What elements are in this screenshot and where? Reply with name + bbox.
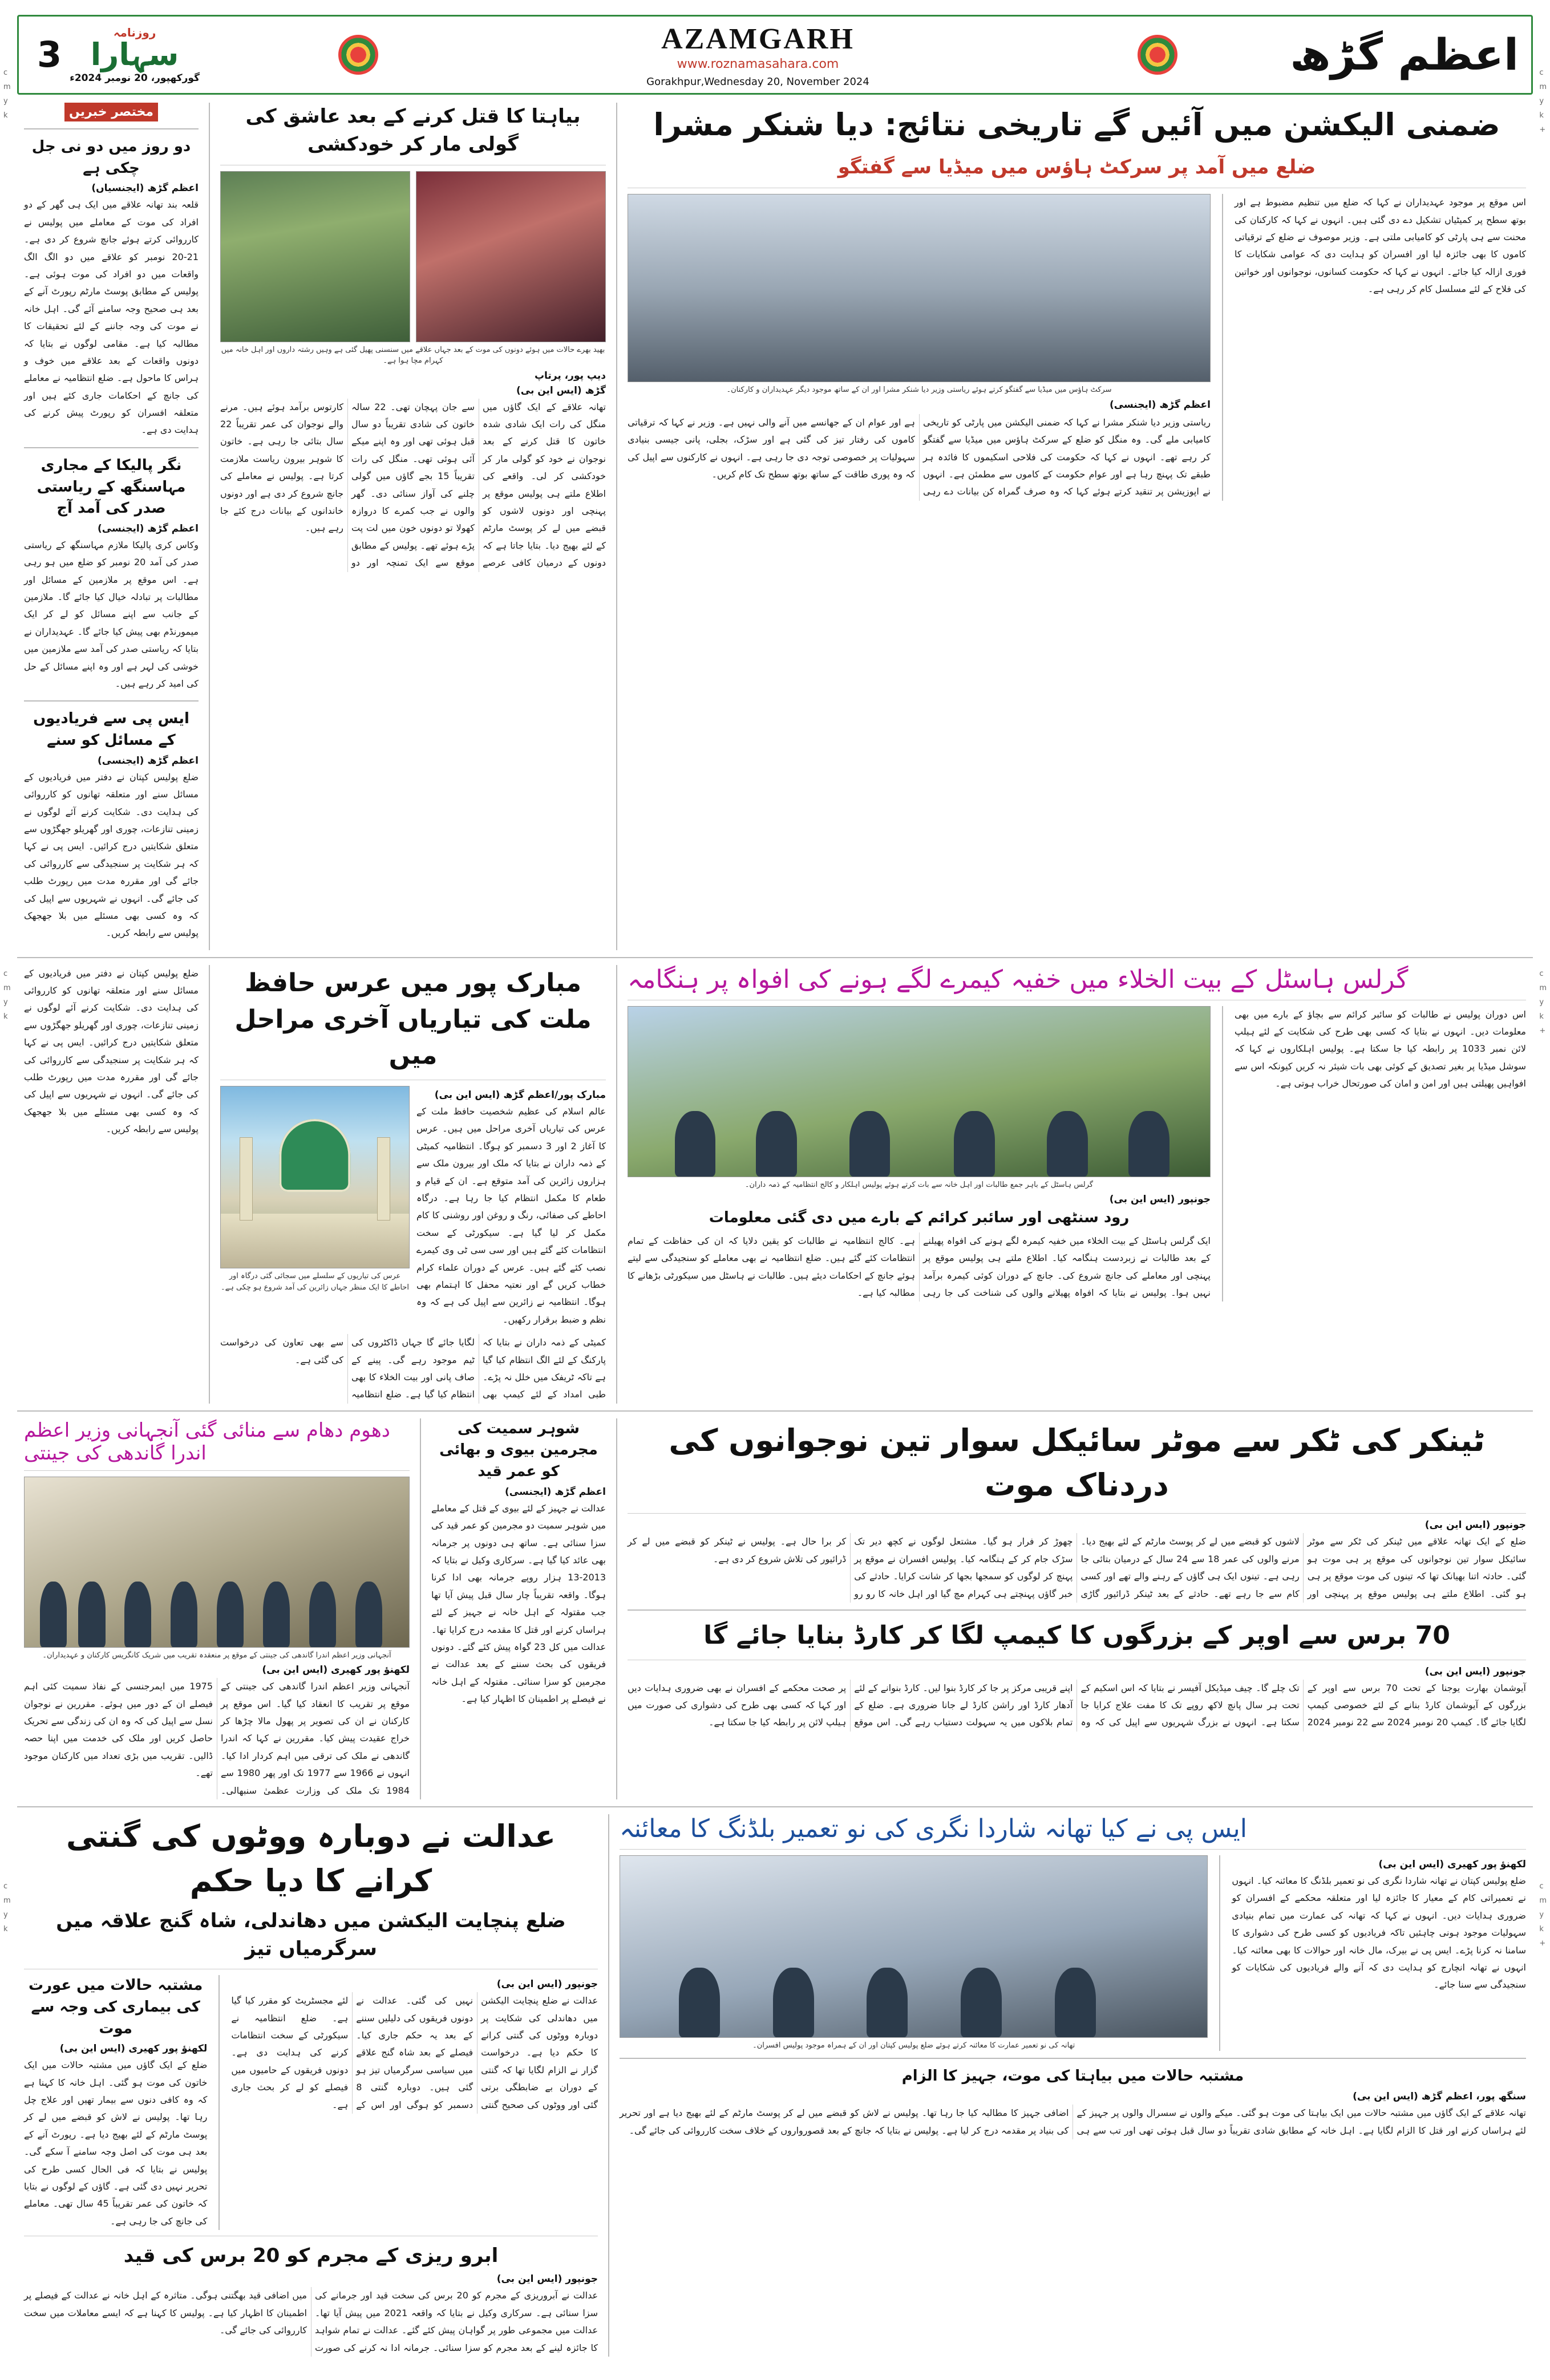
mubarakpur-photo-block	[220, 1086, 410, 1328]
suicide-story	[213, 103, 613, 950]
paper-title-english: AZAMGARH	[661, 22, 855, 55]
election-side-block	[1235, 194, 1526, 500]
logo-top-text: روزنامہ	[113, 26, 156, 39]
suicide-photo-male	[220, 171, 410, 342]
brief-byline-3: اعظم گڑھ (ایجنسی)	[97, 755, 199, 767]
suicide-byline: گڑھ (ایس این بی)	[516, 384, 606, 396]
left-continued-column	[17, 965, 205, 1404]
register-marks-left-mid: c m y k	[3, 970, 11, 1021]
stats-text	[24, 2242, 598, 2357]
mubarakpur-body: عالم اسلام کی عظیم شخصیت حافظ ملت کے عرس کی تیاریاں آخری مراحل میں ہیں۔ عرس کا آغاز 2 اور 3 دسمبر کو ہوگا۔ انتظامیہ کمیٹی کے ذمہ داران نے بتایا کہ ملک اور بیرون ملک سے ہزاروں زائرین کی آمد متوقع ہے۔ ان کے قیام و طعام کا مکمل انتظام کیا جا رہا ہے۔ درگاہ احاطے کی صفائی، رنگ و روغن اور روشنی کا کام مکمل کر لیا گیا ہے۔ سیکورٹی کے سخت انتظامات کئے گئے ہیں اور سی سی ٹی وی کیمرے نصب کئے گئے ہیں۔ عرس کے دوران علماء کرام خطاب کریں گے اور نعتیہ محفل کا اہتمام بھی ہوگا۔ انتظامیہ نے زائرین سے اپیل کی ہے کہ وہ نظم و ضبط برقرار رکھیں۔	[416, 1106, 606, 1325]
top-section	[17, 103, 1533, 950]
flower-ornament-right	[1138, 35, 1177, 75]
stats-headline: ابرو ریزی کے مجرم کو 20 برس کی قید	[123, 2244, 499, 2268]
elderly-camp-byline: جونپور (ایس این بی)	[1424, 1665, 1526, 1677]
second-section	[17, 965, 1533, 1404]
recount-body: عدالت نے ضلع پنچایت الیکشن میں دھاندلی کی شکایت پر دوبارہ ووٹوں کی گنتی کرانے کا حکم دیا ہے۔ درخواست گزار نے الزام لگایا تھا کہ گنتی کے دوران بے ضابطگی برتی گئی اور ووٹوں کی صحیح گنتی نہیں کی گئی۔ عدالت نے دونوں فریقوں کی دلیلیں سننے کے بعد یہ حکم جاری کیا۔ فیصلے کے بعد شاہ گنج علاقے میں سیاسی سرگرمیاں تیز ہو گئی ہیں۔ دوبارہ گنتی 8 دسمبر کو ہوگی اور اس کے لئے مجسٹریٹ کو مقرر کیا گیا ہے۔ ضلع انتظامیہ نے سیکورٹی کے سخت انتظامات کرنے کی ہدایت دی ہے۔ دونوں فریقوں کے حامیوں میں فیصلے کو لے کر بحث جاری ہے۔	[231, 1995, 598, 2110]
mubarakpur-photo	[220, 1086, 410, 1268]
brief-body-2: وکاس کری پالیکا ملازم مہاسنگھ کے ریاستی صدر کی آمد 20 نومبر کو ضلع میں ہو رہی ہے۔ اس موقع پر ملازمین کے مسائل اور مطالبات پر تبادلہ خیال کیا جائے گا۔ ملازمین کے جانب سے اپنے مسائل کو لے کر ایک میمورنڈم بھی پیش کیا جائے گا۔ عہدیداران نے بتایا کہ ریاستی صدر کی آمد سے ملازمین میں خوشی کی لہر ہے اور وہ اپنے مسائل کے حل کی امید کر رہے ہیں۔	[24, 539, 199, 690]
hostel-photo-caption: گرلس ہاسٹل کے باہر جمع طالبات اور اہل خانہ سے بات کرتے ہوئے پولیس اہلکار و کالج انتظامیہ کے ذمہ داران۔	[744, 1180, 1094, 1189]
tanker-and-camp	[621, 1418, 1533, 1799]
election-left-block	[628, 194, 1211, 500]
sp-inspection-story	[613, 1814, 1533, 2357]
mubarakpur-content	[220, 1086, 606, 1328]
tanker-headline: ٹینکر کی ٹکر سے موٹر سائیکل سوار تین نوجوانوں کی دردناک موت	[669, 1422, 1485, 1503]
mubarakpur-headline: مبارک پور میں عرس حافظ ملت کی تیاریاں آخری مراحل میں	[234, 968, 592, 1071]
paper-website-url[interactable]: www.roznamasahara.com	[677, 56, 839, 71]
register-marks-right-bottom: c m y k +	[1539, 1882, 1547, 1948]
gandhi-body: آنجہانی وزیر اعظم اندرا گاندھی کی جینتی کے موقع پر تقریب کا انعقاد کیا گیا۔ اس موقع پر کارکنان نے ان کی تصویر پر پھول مالا چڑھا کر خراج عقیدت پیش کیا۔ مقررین نے کہا کہ اندرا گاندھی نے ملک کی ترقی میں اہم کردار ادا کیا۔ انہوں نے 1966 سے 1977 تک اور پھر 1980 سے 1984 تک ملک کی وزارت عظمیٰ سنبھالی۔ 1975 میں ایمرجنسی کے نفاذ سمیت کئی اہم فیصلے ان کے دور میں ہوئے۔ مقررین نے نوجوان نسل سے اپیل کی کہ وہ ان کی زندگی سے تحریک حاصل کریں اور ملک کی خدمت میں اپنا حصہ ڈالیں۔ تقریب میں بڑی تعداد میں کارکنان موجود تھے۔	[24, 1681, 410, 1796]
edition-title-urdu: اعظم گڑھ	[1290, 29, 1519, 80]
sp-inspection-photo-caption: تھانہ کی نو تعمیر عمارت کا معائنہ کرتے ہوئے ضلع پولیس کپتان اور ان کے ہمراہ موجود پولیس افسران۔	[752, 2041, 1075, 2050]
masthead-left	[19, 17, 338, 93]
hostel-content	[628, 1006, 1526, 1302]
masthead-right	[1177, 17, 1531, 93]
election-body: ریاستی وزیر دیا شنکر مشرا نے کہا کہ ضمنی الیکشن میں پارٹی کو تاریخی کامیابی ملے گی۔ وہ منگل کو ضلع کے سرکٹ ہاؤس میں میڈیا سے گفتگو کر رہے تھے۔ انہوں نے کہا کہ حکومت کی فلاحی اسکیموں کا فائدہ ہر طبقے تک پہنچ رہا ہے اور عوام حکومت کے کاموں سے مطمئن ہے۔ انہوں نے اپوزیشن پر تنقید کرتے ہوئے کہا کہ وہ صرف گمراہ کن بیانات دے رہی ہے اور عوام ان کے جھانسے میں آنے والی نہیں ہے۔ وزیر نے کہا کہ ترقیاتی کاموں کی رفتار تیز کی گئی ہے اور سڑک، بجلی، پانی جیسی بنیادی سہولیات پر خصوصی توجہ دی جا رہی ہے۔ انہوں نے کارکنوں سے اپیل کی کہ وہ پوری طاقت کے ساتھ بوتھ سطح تک کام کریں۔	[628, 416, 1211, 497]
flower-ornament-left	[338, 35, 378, 75]
hostel-photo	[628, 1006, 1211, 1177]
illness-headline: مشتبہ حالات میں عورت کی بیماری کی وجہ سے موت	[28, 1977, 203, 2037]
suicide-headline: بیاہتا کا قتل کرنے کے بعد عاشق کی گولی مار کر خودکشی	[245, 105, 581, 156]
hostel-headline: گرلس ہاسٹل کے بیت الخلاء میں خفیہ کیمرے لگے ہونے کی افواہ پر ہنگامہ	[628, 964, 1409, 994]
paper-logo	[70, 26, 200, 84]
sp-inspection-headline: ایس پی نے کیا تھانہ شاردا نگری کی نو تعمیر بلڈنگ کا معائنہ	[620, 1814, 1247, 1843]
brief-headline-2: نگر پالیکا کے مجاری مہاسنگھ کے ریاستی صدر کی آمد آج	[37, 456, 186, 517]
recount-headline: عدالت نے دوبارہ ووٹوں کی گنتی کرانے کا دیا حکم	[66, 1818, 556, 1899]
hostel-byline: جونپور (ایس این بی)	[1109, 1194, 1211, 1206]
brief-news-column	[17, 103, 205, 950]
sp-inspection-byline: لکھنؤ پور کھیری (ایس این بی)	[1378, 1858, 1526, 1870]
gandhi-photo-caption: آنجہانی وزیر اعظم اندرا گاندھی کی جینتی کے موقع پر منعقدہ تقریب میں شریک کانگریس کارکنان و عہدیداران۔	[42, 1651, 391, 1660]
third-section	[17, 1418, 1533, 1799]
brief-body-1: قلعہ بند تھانہ علاقے میں ایک ہی گھر کے دو افراد کی موت کے معاملے میں پولیس نے کارروائی کرتے ہوئے جانچ شروع کر دی ہے۔ 21-20 نومبر کو علاقے میں دو الگ الگ واقعات میں دو افراد کی موت ہوئی ہے۔ پولیس کے مطابق پوسٹ مارٹم رپورٹ آنے کے بعد ہی صحیح وجہ سامنے آئے گی۔ اہل خانہ نے موت کی وجہ جاننے کے لئے تحقیقات کا مطالبہ کیا ہے۔ مقامی لوگوں نے بتایا کہ دونوں واقعات کے بعد علاقے میں خوف و ہراس کا ماحول ہے۔ ضلع انتظامیہ نے معاملے کی جانچ کے احکامات جاری کئے ہیں اور متعلقہ افسران کو رپورٹ پیش کرنے کی ہدایت دی ہے۔	[24, 199, 199, 436]
hostel-side-block	[1235, 1006, 1526, 1302]
hostel-story	[621, 965, 1533, 1404]
page-number: 3	[37, 34, 62, 75]
brief-headline-3: ایس پی سے فریادیوں کے مسائل کو سنے	[33, 710, 189, 749]
election-photo-caption: سرکٹ ہاؤس میں میڈیا سے گفتگو کرتے ہوئے ریاستی وزیر دیا شنکر مشرا اور ان کے ساتھ موجود دیگر عہدیداران و کارکنان۔	[726, 386, 1112, 395]
recount-content	[24, 1975, 598, 2230]
suicide-body: تھانہ علاقے کے ایک گاؤں میں منگل کی رات ایک شادی شدہ خاتون کا قتل کرنے کے بعد نوجوان نے خود کو گولی مار کر خودکشی کر لی۔ واقعے کی اطلاع ملتے ہی پولیس موقع پر پہنچی اور دونوں لاشوں کو قبضے میں لے کر پوسٹ مارٹم کے لئے بھیج دیا۔ بتایا جاتا ہے کہ دونوں کے درمیان کافی عرصے سے جان پہچان تھی۔ 22 سالہ خاتون کی شادی تقریباً دو سال قبل ہوئی تھی اور وہ اپنے میکے آئی ہوئی تھی۔ منگل کی رات تقریباً 15 بجے گاؤں میں گولی چلنے کی آواز سنائی دی۔ گھر والوں نے جب کمرے کا دروازہ کھولا تو دونوں خون میں لت پت پڑے ہوئے تھے۔ پولیس کے مطابق موقع سے ایک تمنچہ اور دو کارتوس برآمد ہوئے ہیں۔ مرنے والے نوجوان کی عمر تقریباً 22 سال بتائی جا رہی ہے۔ خاتون کا شوہر بیرون ریاست ملازمت کرتا ہے۔ پولیس نے معاملے کی جانچ شروع کر دی ہے اور دونوں خاندانوں کے بیانات درج کئے جا رہے ہیں۔	[220, 401, 606, 569]
stats-block	[24, 2242, 598, 2357]
mubarakpur-photo-caption: عرس کی تیاریوں کے سلسلے میں سجائی گئی درگاہ اور احاطے کا ایک منظر جہاں زائرین کی آمد شروع ہو چکی ہے۔	[221, 1272, 409, 1292]
elderly-camp-body: آیوشمان بھارت یوجنا کے تحت 70 برس سے اوپر کے بزرگوں کے آیوشمان کارڈ بنانے کے لئے خصوصی کیمپ لگایا جائے گا۔ کیمپ 20 نومبر 2024 سے 22 نومبر 2024 تک چلے گا۔ چیف میڈیکل آفیسر نے بتایا کہ اس اسکیم کے تحت ہر سال پانچ لاکھ روپے تک کا مفت علاج کرایا جا سکتا ہے۔ انہوں نے بزرگ شہریوں سے اپیل کی کہ وہ اپنے قریبی مرکز پر جا کر کارڈ بنوا لیں۔ کارڈ بنوانے کے لئے آدھار کارڈ اور راشن کارڈ لے جانا ضروری ہے۔ ضلع کے تمام بلاکوں میں یہ سہولت دستیاب رہے گی۔ اس موقع پر صحت محکمے کے افسران نے بھی ضروری ہدایات دیں اور کہا کہ کسی بھی طرح کی دشواری کی صورت میں ہیلپ لائن پر رابطہ کیا جا سکتا ہے۔	[628, 1682, 1527, 1728]
hostel-left-block	[628, 1006, 1211, 1302]
murder-allegation-byline: سنگھ پور، اعظم گڑھ (ایس این بی)	[1353, 2091, 1526, 2103]
tanker-byline: جونپور (ایس این بی)	[1424, 1519, 1526, 1531]
gandhi-story	[17, 1418, 416, 1799]
sp-inspection-photo	[620, 1855, 1208, 2038]
suicide-photos	[220, 171, 606, 342]
logo-main-text: سہارا	[90, 37, 179, 72]
election-subhead: ضلع میں آمد پر سرکٹ ہاؤس میں میڈیا سے گفتگو	[837, 156, 1316, 179]
register-marks-left-bottom: c m y k	[3, 1882, 11, 1933]
brief-badge-wrap	[24, 103, 199, 121]
mubarakpur-side-body: کمیٹی کے ذمہ داران نے بتایا کہ پارکنگ کے لئے الگ انتظام کیا گیا ہے تاکہ ٹریفک میں خلل نہ پڑے۔ طبی امداد کے لئے کیمپ بھی لگایا جائے گا جہاں ڈاکٹروں کی ٹیم موجود رہے گی۔ پینے کے صاف پانی اور بیت الخلاء کا بھی انتظام کیا گیا ہے۔ ضلع انتظامیہ سے بھی تعاون کی درخواست کی گئی ہے۔	[220, 1337, 606, 1400]
place-date-line: Gorakhpur,Wednesday 20, November 2024	[646, 75, 869, 88]
gandhi-headline: دھوم دھام سے منائی گئی آنجہانی وزیر اعظم اندرا گاندھی کی جینتی	[24, 1418, 390, 1465]
gandhi-photo	[24, 1477, 410, 1648]
suicide-photo-female	[416, 171, 606, 342]
register-marks-left: c m y k	[3, 68, 11, 120]
stats-byline: جونپور (ایس این بی)	[496, 2273, 598, 2285]
election-content	[628, 194, 1526, 500]
hostel-sub-byline: رود سنٹھی اور سائبر کرائم کے بارے میں دی گئی معلومات	[709, 1209, 1130, 1227]
dowry-body: عدالت نے جہیز کے لئے بیوی کے قتل کے معاملے میں شوہر سمیت دو مجرمین کو عمر قید کی سزا سنائی ہے۔ ساتھ ہی دونوں پر جرمانہ بھی عائد کیا گیا ہے۔ سرکاری وکیل نے بتایا کہ 2013-13 ہزار روپے جرمانہ بھی ادا کرنا ہوگا۔ واقعہ تقریباً چار سال قبل پیش آیا تھا جب مقتولہ کے اہل خانہ نے جہیز کے لئے ہراساں کرنے اور قتل کا مقدمہ درج کرایا تھا۔ عدالت میں کل 23 گواہ پیش کئے گئے۔ دونوں فریقوں کی بحث سننے کے بعد عدالت نے مجرمین کو سزا سنائی۔ مقتولہ کے اہل خانہ نے فیصلے پر اطمینان کا اظہار کیا ہے۔	[431, 1502, 606, 1705]
election-side-body: اس موقع پر موجود عہدیداران نے کہا کہ ضلع میں تنظیم مضبوط ہے اور بوتھ سطح پر کمیٹیاں تشکیل دے دی گئی ہیں۔ انہوں نے کہا کہ کارکنان کی محنت سے ہی پارٹی کو کامیابی ملتی ہے۔ وزیر موصوف نے ضلع کے ترقیاتی کاموں کا بھی جائزہ لیا اور افسران کو ہدایت دی کہ عوامی شکایات کا فوری ازالہ کیا جائے۔ انہوں نے کہا کہ حکومت کسانوں، نوجوانوں اور خواتین کی فلاح کے لئے مسلسل کام کر رہی ہے۔	[1235, 197, 1526, 295]
suicide-photo-caption: بھید بھرے حالات میں ہوئے دونوں کی موت کے بعد جہاں علاقے میں سنسنی پھیل گئی ہے وہیں رشتہ داروں اور اہل خانہ میں کہرام مچا ہوا ہے۔	[221, 345, 605, 366]
recount-text-block	[231, 1975, 598, 2230]
sp-text-block	[1232, 1855, 1526, 2051]
dowry-byline: اعظم گڑھ (ایجنسی)	[504, 1486, 606, 1498]
gandhi-byline: لکھنؤ پور کھیری (ایس این بی)	[262, 1664, 410, 1676]
dowry-story	[424, 1418, 613, 1799]
mubarakpur-byline: مبارک پور/اعظم گڑھ (ایس این بی)	[434, 1089, 606, 1101]
register-marks-right: c m y k +	[1539, 68, 1547, 134]
election-headline: ضمنی الیکشن میں آئیں گے تاریخی نتائج: دیا شنکر مشرا	[653, 107, 1500, 143]
brief-item-3	[24, 708, 199, 942]
hostel-body: ایک گرلس ہاسٹل کے بیت الخلاء میں خفیہ کیمرہ لگے ہونے کی افواہ پھیلنے کے بعد طالبات نے زبردست ہنگامہ کیا۔ اطلاع ملتے ہی پولیس موقع پر پہنچی اور معاملے کی جانچ شروع کی۔ جانچ کے دوران کوئی کیمرہ برآمد نہیں ہوا۔ پولیس نے بتایا کہ افواہ پھیلانے والوں کی شناخت کی جا رہی ہے۔ کالج انتظامیہ نے طالبات کو یقین دلایا کہ ان کی حفاظت کے تمام انتظامات کئے گئے ہیں۔ ضلع انتظامیہ نے بھی معاملے کو سنجیدگی سے لیتے ہوئے جانچ کے احکامات دیئے ہیں۔ طالبات نے ہاسٹل میں سیکورٹی بڑھانے کا مطالبہ کیا ہے۔	[628, 1235, 1211, 1299]
sp-inspection-body: ضلع پولیس کپتان نے تھانہ شاردا نگری کی نو تعمیر بلڈنگ کا معائنہ کیا۔ انہوں نے تعمیراتی کام کے معیار کا جائزہ لیا اور متعلقہ محکمے کے افسران کو ضروری ہدایات دیں۔ انہوں نے کہا کہ تھانہ کی عمارت میں تمام بنیادی سہولیات موجود ہونی چاہئیں تاکہ فریادیوں کو کسی طرح کی دشواری کا سامنا نہ کرنا پڑے۔ ایس پی نے بیرک، مال خانہ اور حوالات کا بھی معائنہ کیا۔ انہوں نے تھانہ انچارج کو ہدایت دی کہ آنے والے فریادیوں کی شکایات کو سنجیدگی سے سنا جائے۔	[1232, 1875, 1526, 1990]
logo-sub-text: گورکھپور، 20 نومبر 2024ء	[70, 72, 200, 84]
sp-photo-block	[620, 1855, 1208, 2051]
bottom-section	[17, 1814, 1533, 2357]
elderly-camp-headline: 70 برس سے اوپر کے بزرگوں کا کیمپ لگا کر کارڈ بنایا جائے گا	[703, 1620, 1450, 1650]
mubarakpur-text-block	[416, 1086, 606, 1328]
murder-allegation-headline: مشتبہ حالات میں بیاہتا کی موت، جہیز کا الزام	[901, 2067, 1244, 2085]
brief-byline-2: اعظم گڑھ (ایجنسی)	[97, 522, 199, 534]
brief-headline-1: دو روز میں دو نی جل چکی ہے	[31, 138, 191, 177]
left-continued-body: ضلع پولیس کپتان نے دفتر میں فریادیوں کے مسائل سنے اور متعلقہ تھانوں کو کارروائی کی ہدایت دی۔ شکایت کرنے آئے لوگوں نے زمینی تنازعات، چوری اور گھریلو جھگڑوں سے متعلق شکایتیں درج کرائیں۔ ایس پی نے کہا کہ ہر شکایت پر سنجیدگی سے کارروائی کی جائے گی اور مقررہ مدت میں رپورٹ طلب کی جائے گی۔ انہوں نے شہریوں سے اپیل کی کہ وہ کسی بھی مسئلے میں بلا جھجھک پولیس سے رابطہ کریں۔	[24, 967, 199, 1135]
brief-item-2	[24, 455, 199, 693]
recount-byline: جونپور (ایس این بی)	[496, 1978, 598, 1990]
recount-story	[17, 1814, 605, 2357]
stats-body: عدالت نے آبروریزی کے مجرم کو 20 برس کی سخت قید اور جرمانے کی سزا سنائی ہے۔ سرکاری وکیل نے بتایا کہ واقعہ 2021 میں پیش آیا تھا۔ عدالت میں مجموعی طور پر گواہان پیش کئے گئے۔ عدالت نے تمام شواہد کا جائزہ لینے کے بعد مجرم کو سزا سنائی۔ جرمانہ ادا نہ کرنے کی صورت میں اضافی قید بھگتنی ہوگی۔ متاثرہ کے اہل خانہ نے عدالت کے فیصلے پر اطمینان کا اظہار کیا ہے۔ پولیس کا کہنا ہے کہ ایسے معاملات میں سخت کارروائی کی جائے گی۔	[24, 2290, 598, 2353]
suicide-location: دیپ پور، پرتاپ	[534, 370, 606, 382]
recount-subhead: ضلع پنچایت الیکشن میں دھاندلی، شاہ گنج علاقہ میں سرگرمیاں تیز	[56, 1909, 566, 1960]
masthead-center	[378, 17, 1138, 93]
tanker-body: ضلع کے ایک تھانہ علاقے میں ٹینکر کی ٹکر سے موٹر سائیکل سوار تین نوجوانوں کی موقع پر ہی موت ہو گئی۔ حادثہ اتنا بھیانک تھا کہ تینوں کی موت موقع پر ہی ہو گئی۔ اطلاع ملتے ہی پولیس موقع پر پہنچی اور لاشوں کو قبضے میں لے کر پوسٹ مارٹم کے لئے بھیج دیا۔ مرنے والوں کی عمر 18 سے 24 سال کے درمیان بتائی جا رہی ہے۔ تینوں ایک ہی گاؤں کے رہنے والے تھے اور کسی کام سے جا رہے تھے۔ حادثے کے بعد ٹینکر ڈرائیور گاڑی چھوڑ کر فرار ہو گیا۔ مشتعل لوگوں نے کچھ دیر تک سڑک جام کر کے ہنگامہ کیا۔ پولیس افسران نے موقع پر پہنچ کر لوگوں کو سمجھا بجھا کر شانت کرایا۔ حادثے کی خبر گاؤں پہنچتے ہی کہرام مچ گیا اور اہل خانہ کا رو رو کر برا حال ہے۔ پولیس نے ٹینکر کو قبضے میں لے کر ڈرائیور کی تلاش شروع کر دی ہے۔	[628, 1536, 1526, 1599]
brief-news-badge: مختصر خبریں	[64, 103, 158, 121]
election-photo	[628, 194, 1211, 382]
masthead	[17, 15, 1533, 95]
murder-allegation-body: تھانہ علاقے کے ایک گاؤں میں مشتبہ حالات میں ایک بیاہتا کی موت ہو گئی۔ میکے والوں نے سسرال والوں پر جہیز کے لئے ہراساں کرنے اور قتل کا الزام لگایا ہے۔ اہل خانہ کے مطابق شادی تقریباً دو سال قبل ہوئی تھی اور تب سے ہی اضافی جہیز کا مطالبہ کیا جا رہا تھا۔ پولیس نے لاش کو قبضے میں لے کر پوسٹ مارٹم کے لئے بھیج دیا ہے اور تحریر کی بنیاد پر مقدمہ درج کر لیا ہے۔ پولیس نے بتایا کہ جانچ کے بعد قصورواروں کے خلاف سخت کارروائی کی جائے گی۔	[620, 2107, 1526, 2136]
dowry-headline: شوہر سمیت کی مجرمین بیوی و بھائی کو عمر قید	[439, 1420, 598, 1481]
illness-block	[24, 1975, 207, 2230]
hostel-side-body: اس دوران پولیس نے طالبات کو سائبر کرائم سے بچاؤ کے بارے میں بھی معلومات دیں۔ انہوں نے بتایا کہ کسی بھی طرح کی شکایت کے لئے ہیلپ لائن نمبر 1033 پر رابطہ کیا جا سکتا ہے۔ پولیس اہلکاروں نے کہا کہ سوشل میڈیا پر بغیر تصدیق کے کوئی بھی بات شیئر نہ کریں کیونکہ اس سے افواہیں پھیلتی ہیں اور امن و امان کی صورتحال خراب ہوتی ہے۔	[1235, 1008, 1527, 1089]
sp-inspection-content	[620, 1855, 1526, 2051]
brief-body-3: ضلع پولیس کپتان نے دفتر میں فریادیوں کے مسائل سنے اور متعلقہ تھانوں کو کارروائی کی ہدایت دی۔ شکایت کرنے آئے لوگوں نے زمینی تنازعات، چوری اور گھریلو جھگڑوں سے متعلق شکایتیں درج کرائیں۔ ایس پی نے کہا کہ ہر شکایت پر سنجیدگی سے کارروائی کی جائے گی اور مقررہ مدت میں رپورٹ طلب کی جائے گی۔ انہوں نے شہریوں سے اپیل کی کہ وہ کسی بھی مسئلے میں بلا جھجھک پولیس سے رابطہ کریں۔	[24, 771, 199, 939]
illness-body: ضلع کے ایک گاؤں میں مشتبہ حالات میں ایک خاتون کی موت ہو گئی۔ اہل خانہ کا کہنا ہے کہ وہ کافی دنوں سے بیمار تھیں اور علاج چل رہا تھا۔ پولیس نے لاش کو قبضے میں لے کر پوسٹ مارٹم کے لئے بھیج دیا ہے۔ رپورٹ آنے کے بعد ہی موت کی اصل وجہ سامنے آ سکے گی۔ پولیس نے بتایا کہ فی الحال کسی طرح کی تحریر نہیں دی گئی ہے۔ گاؤں کے لوگوں نے بتایا کہ خاتون کی عمر تقریباً 45 سال تھی۔ معاملے کی جانچ کی جا رہی ہے۔	[24, 2059, 208, 2227]
brief-item-1	[24, 136, 199, 439]
illness-byline: لکھنؤ پور کھیری (ایس این بی)	[59, 2043, 208, 2055]
mubarakpur-story	[213, 965, 613, 1404]
election-story	[621, 103, 1533, 950]
brief-byline-1: اعظم گڑھ (ایجنسیاں)	[91, 183, 199, 194]
election-byline: اعظم گڑھ (ایجنسی)	[1109, 399, 1211, 411]
register-marks-right-mid: c m y k +	[1539, 970, 1547, 1035]
